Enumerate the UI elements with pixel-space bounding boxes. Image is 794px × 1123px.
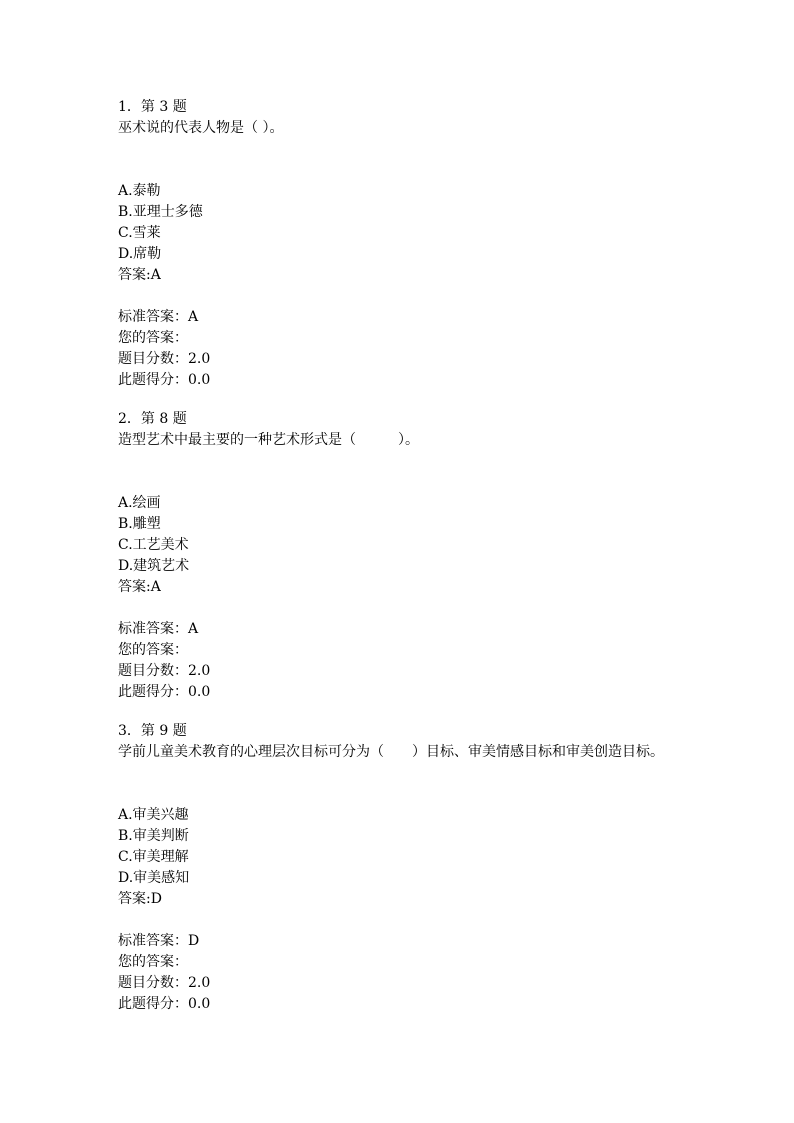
question-header: 1．第 3 题 [118,99,187,115]
question-block [118,721,758,1015]
standard-answer: 标准答案：D [118,933,200,949]
earned-score: 此题得分：0.0 [118,372,211,388]
option-b: B.雕塑 [118,516,161,532]
question-header: 3．第 9 题 [118,723,187,739]
your-answer: 您的答案： [118,330,188,346]
question-block [118,97,758,391]
option-c: C.审美理解 [118,849,189,865]
earned-score: 此题得分：0.0 [118,996,211,1012]
earned-score: 此题得分：0.0 [118,684,211,700]
question-score: 题目分数：2.0 [118,663,211,679]
standard-answer: 标准答案：A [118,309,199,325]
option-a: A.泰勒 [118,183,161,199]
answer-line: 答案:A [118,579,161,595]
question-header: 2．第 8 题 [118,411,187,427]
answer-line: 答案:D [118,891,162,907]
spacer [118,763,758,805]
question-stem: 巫术说的代表人物是（ ）。 [118,120,284,136]
option-a: A.绘画 [118,495,161,511]
spacer [118,910,758,931]
spacer [118,598,758,619]
option-d: D.席勒 [118,246,162,262]
option-d: D.建筑艺术 [118,558,190,574]
option-c: C.工艺美术 [118,537,189,553]
question-stem: 造型艺术中最主要的一种艺术形式是（ ）。 [118,432,419,448]
question-score: 题目分数：2.0 [118,975,211,991]
option-a: A.审美兴趣 [118,807,189,823]
option-b: B.审美判断 [118,828,189,844]
your-answer: 您的答案： [118,642,188,658]
option-b: B.亚理士多德 [118,204,203,220]
option-d: D.审美感知 [118,870,190,886]
question-stem: 学前儿童美术教育的心理层次目标可分为（ ）目标、审美情感目标和审美创造目标。 [118,744,664,760]
spacer [118,139,758,181]
answer-line: 答案:A [118,267,161,283]
your-answer: 您的答案： [118,954,188,970]
spacer [118,451,758,493]
option-c: C.雪莱 [118,225,161,241]
standard-answer: 标准答案：A [118,621,199,637]
question-score: 题目分数：2.0 [118,351,211,367]
question-block [118,409,758,703]
spacer [118,286,758,307]
